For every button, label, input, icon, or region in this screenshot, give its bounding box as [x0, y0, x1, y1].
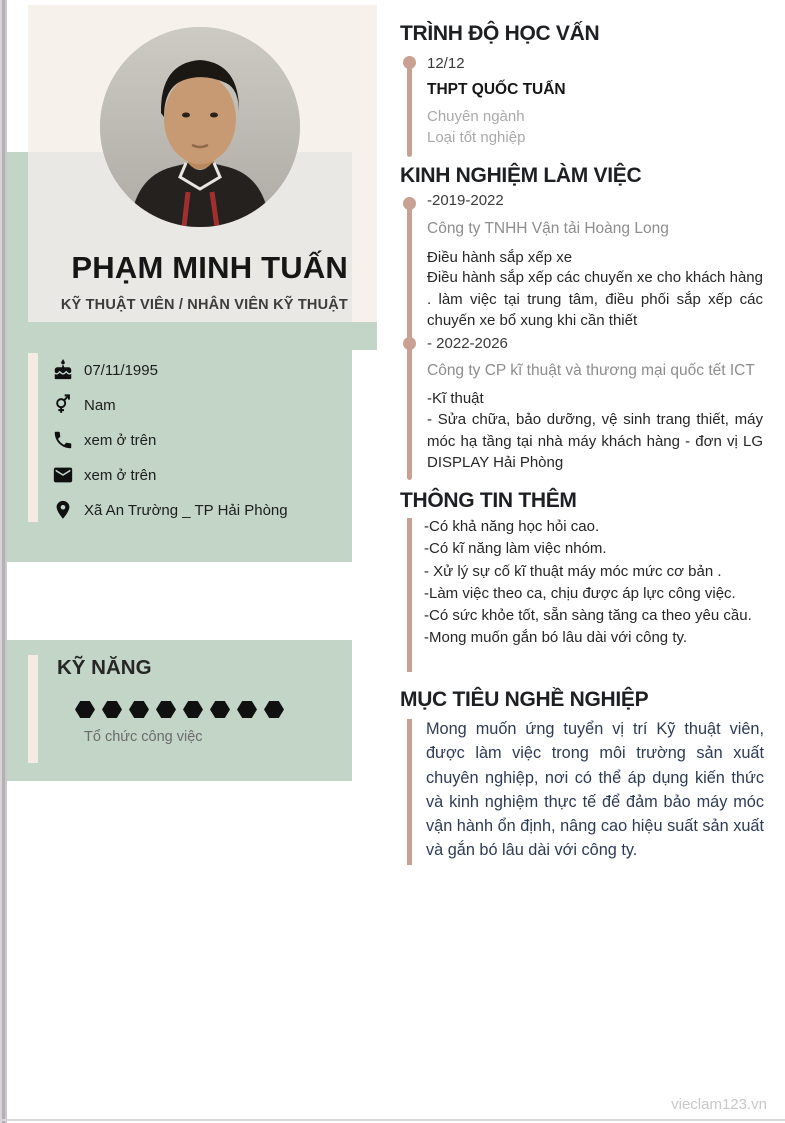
- additional-info-list: [424, 516, 764, 650]
- education-grade-placeholder: Loại tốt nghiệp: [427, 129, 526, 146]
- skill-hexagon: [129, 701, 149, 718]
- experience-heading: KINH NGHIỆM LÀM VIỆC: [400, 164, 642, 187]
- experience-2-description: - Sửa chữa, bảo dưỡng, vệ sinh trang thiết, máy móc hạ tầng tại nhà máy khách hàng - đơn vị LG DISPLAY Hải Phòng: [427, 411, 763, 471]
- skills-accent-bar: [28, 655, 38, 763]
- contact-row-phone: [52, 428, 342, 452]
- birthday-cake-icon: [52, 359, 74, 381]
- skill-hexagon: [75, 701, 95, 718]
- education-period: 12/12: [427, 55, 465, 72]
- contact-accent-bar: [28, 353, 38, 522]
- phone-value: xem ở trên: [84, 431, 157, 449]
- location-pin-icon: [52, 499, 74, 521]
- page-left-edge: [0, 0, 7, 1123]
- profile-photo-illustration: [100, 27, 300, 227]
- skill-hexagon: [264, 701, 284, 718]
- skill-level-hexagons: [75, 701, 315, 719]
- career-objective-heading: MỤC TIÊU NGHỀ NGHIỆP: [400, 688, 649, 711]
- skill-hexagon: [237, 701, 257, 718]
- experience-2-period: - 2022-2026: [427, 335, 508, 352]
- experience-timeline-dot-1: [403, 197, 416, 210]
- info-item: -Mong muốn gắn bó lâu dài với công ty.: [424, 629, 688, 647]
- experience-1-company: Công ty TNHH Vận tải Hoàng Long: [427, 220, 669, 237]
- education-timeline-dot: [403, 56, 416, 69]
- career-objective-accent-bar: [407, 719, 412, 865]
- person-name: PHẠM MINH TUẤN: [71, 250, 348, 285]
- birthday-value: 07/11/1995: [84, 361, 158, 379]
- contact-row-gender: [52, 393, 342, 417]
- experience-2-role: -Kĩ thuật: [427, 390, 484, 407]
- gender-icon: [52, 394, 74, 416]
- person-job-title: KỸ THUẬT VIÊN / NHÂN VIÊN KỸ THUẬT: [60, 297, 348, 313]
- experience-1-period: -2019-2022: [427, 192, 504, 209]
- info-item: -Làm việc theo ca, chịu được áp lực công việc.: [424, 584, 736, 602]
- additional-info-heading: THÔNG TIN THÊM: [400, 489, 577, 512]
- experience-1-role: Điều hành sắp xếp xe: [427, 249, 573, 266]
- skill-label: Tổ chức công việc: [84, 729, 203, 745]
- career-objective-text: Mong muốn ứng tuyển vị trí Kỹ thuật viên, được làm việc trong môi trường sản xuất chuyên nghiệp, nơi có thể áp dụng kiến thức và kinh nghiệm thực tế để đảm bảo máy móc vận hành ổn định, nâng cao hiệu suất sản xuất và gắn bó lâu dài với công ty.: [426, 720, 764, 860]
- education-major-placeholder: Chuyên ngành: [427, 108, 525, 125]
- email-icon: [52, 464, 74, 486]
- watermark: vieclam123.vn: [671, 1096, 767, 1113]
- experience-1-description: Điều hành sắp xếp các chuyến xe cho khách hàng . làm việc tại trung tâm, điều phối sắp xếp các chuyến xe bổ xung khi cần thiết: [427, 269, 763, 329]
- contact-row-birthday: [52, 358, 342, 382]
- info-item: -Có sức khỏe tốt, sẵn sàng tăng ca theo yêu cầu.: [424, 607, 752, 625]
- email-value: xem ở trên: [84, 466, 157, 484]
- profile-photo: [100, 27, 300, 227]
- skills-heading: KỸ NĂNG: [57, 656, 152, 679]
- experience-2-company: Công ty CP kĩ thuật và thương mại quốc tết ICT: [427, 362, 755, 379]
- contact-row-email: [52, 463, 342, 487]
- info-item: -Có khả năng học hỏi cao.: [424, 518, 600, 535]
- skill-hexagon: [210, 701, 230, 718]
- skill-hexagon: [183, 701, 203, 718]
- phone-icon: [52, 429, 74, 451]
- experience-timeline-dot-2: [403, 337, 416, 350]
- education-school: THPT QUỐC TUẤN: [427, 81, 566, 98]
- skill-hexagon: [102, 701, 122, 718]
- address-value: Xã An Trường _ TP Hải Phòng: [84, 501, 288, 519]
- contact-row-address: [52, 498, 342, 522]
- skill-hexagon: [156, 701, 176, 718]
- info-item: -Có kĩ năng làm việc nhóm.: [424, 540, 607, 558]
- gender-value: Nam: [84, 396, 116, 414]
- education-timeline-bar: [407, 56, 412, 157]
- education-heading: TRÌNH ĐỘ HỌC VẤN: [400, 22, 600, 45]
- page-bottom-edge: [0, 1119, 785, 1121]
- additional-info-accent-bar: [407, 518, 412, 672]
- info-item: - Xử lý sự cố kĩ thuật máy móc mức cơ bản .: [424, 562, 722, 580]
